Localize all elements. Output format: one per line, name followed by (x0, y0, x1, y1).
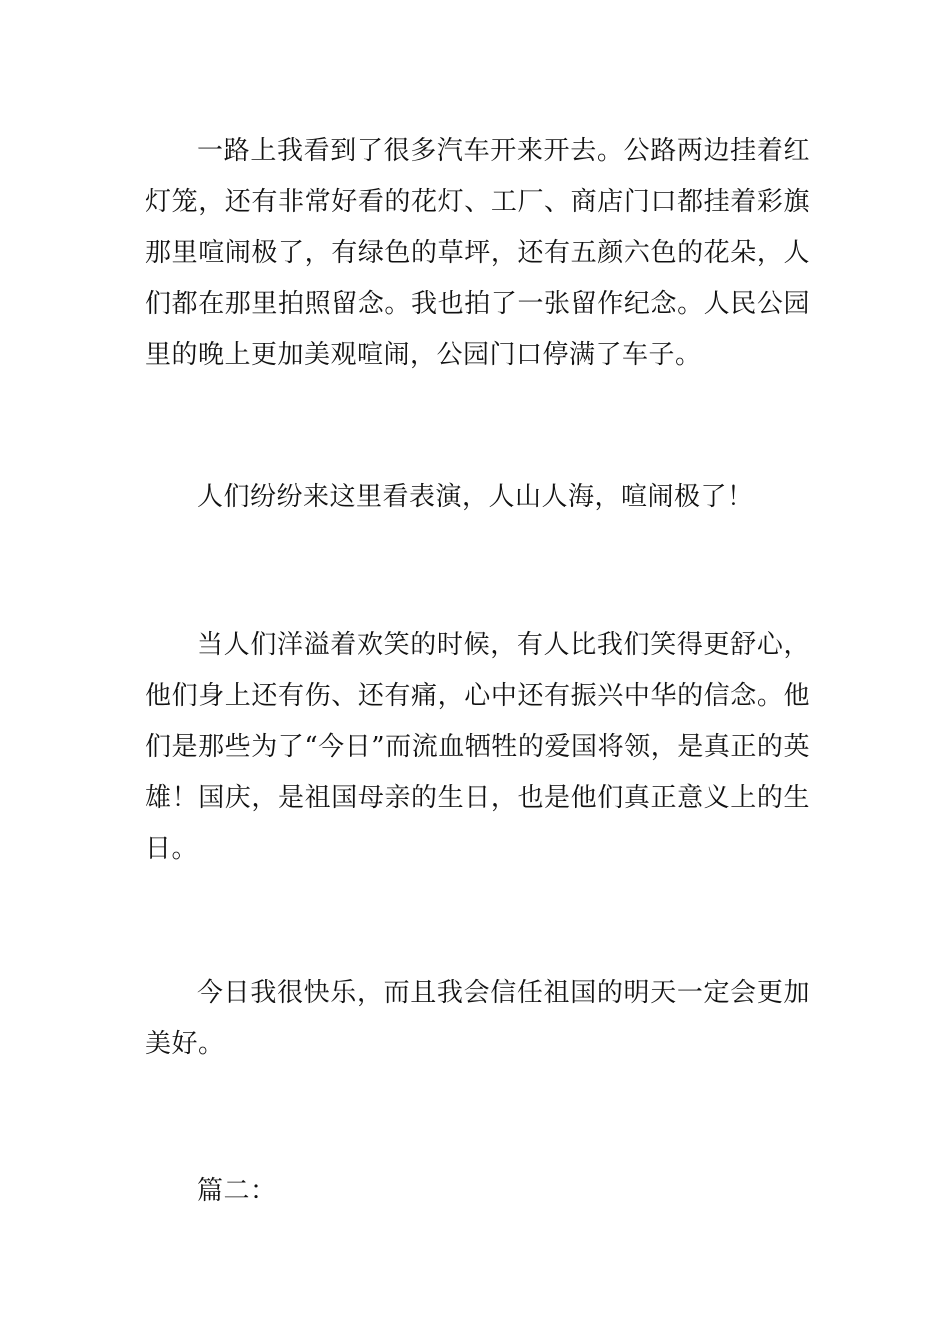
paragraph-conclusion: 今日我很快乐，而且我会信任祖国的明天一定会更加美好。 (145, 978, 810, 1059)
paragraph-heroes: 当人们洋溢着欢笑的时候，有人比我们笑得更舒心，他们身上还有伤、还有痛，心中还有振兴中华的信念。他们是那些为了“今日”而流血牺牲的爱国将领，是真正的英雄！国庆，是祖国母亲的生日，也是他们真正意义上的生日。 (145, 630, 810, 864)
section-heading-part-two: 篇二： (197, 1176, 277, 1206)
paragraph-road-scene: 一路上我看到了很多汽车开来开去。公路两边挂着红灯笼，还有非常好看的花灯、工厂、商店门口都挂着彩旗那里喧闹极了，有绿色的草坪，还有五颜六色的花朵，人们都在那里拍照留念。我也拍了一张留作纪念。人民公园里的晚上更加美观喧闹，公园门口停满了车子。 (145, 136, 810, 370)
paragraph-crowd: 人们纷纷来这里看表演，人山人海，喧闹极了！ (197, 482, 754, 512)
